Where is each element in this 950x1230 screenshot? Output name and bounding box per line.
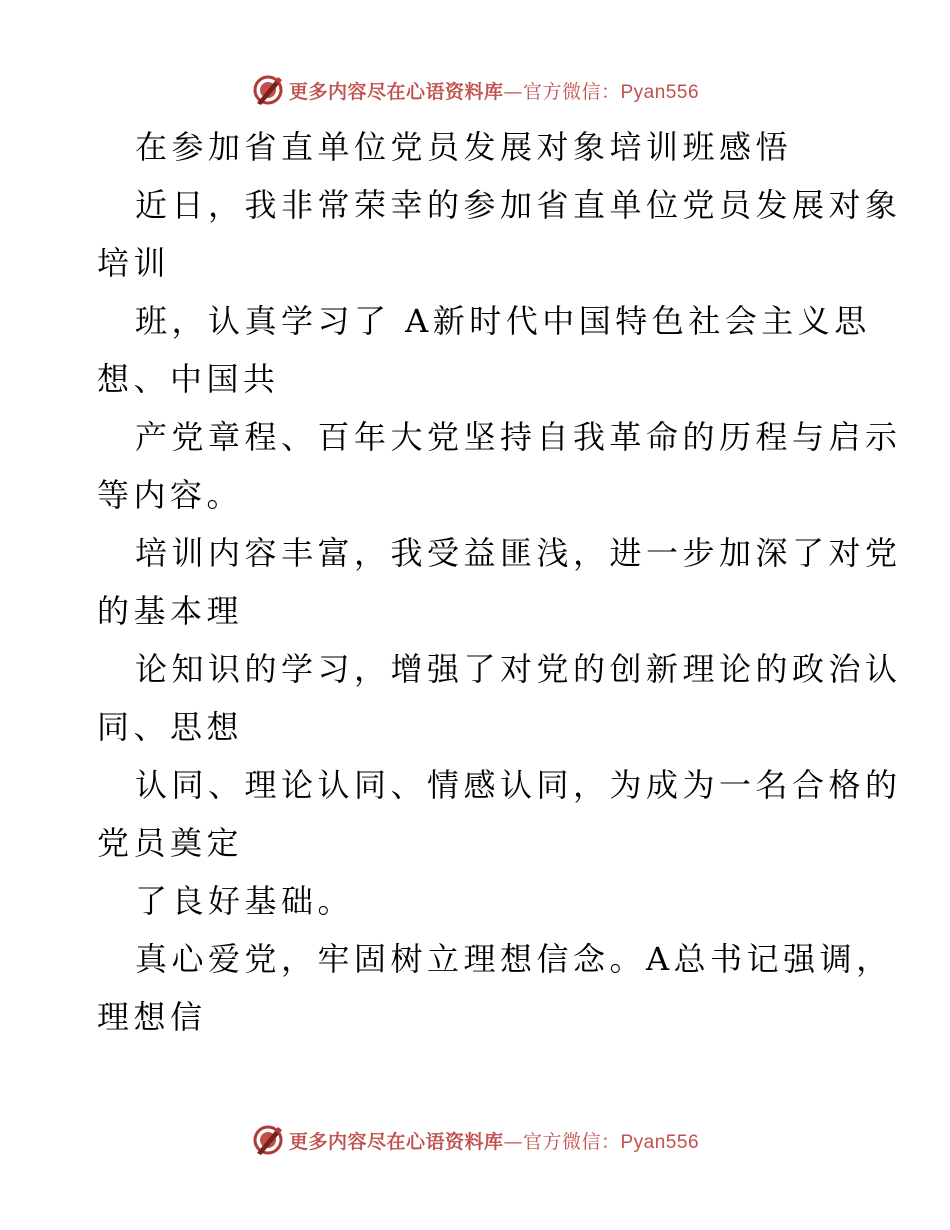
watermark-dash: — xyxy=(503,80,523,103)
paragraph-line: 培训 xyxy=(97,244,171,282)
pen-seal-logo-icon xyxy=(251,73,285,107)
paragraph-line: 近日，我非常荣幸的参加省直单位党员发展对象 xyxy=(135,186,902,224)
watermark-wechat-id: Pyan556 xyxy=(620,81,700,103)
footer-watermark xyxy=(0,1120,950,1160)
watermark-main-text: 更多内容尽在心语资料库 xyxy=(288,1130,504,1153)
watermark-dash: — xyxy=(503,1130,523,1153)
document-title: 在参加省直单位党员发展对象培训班感悟 xyxy=(135,128,793,166)
paragraph-line: 同、思想 xyxy=(97,708,244,746)
paragraph-line: 党员奠定 xyxy=(97,824,244,862)
paragraph-line: 班，认真学习了 A新时代中国特色社会主义思 xyxy=(135,302,871,340)
paragraph-line: 培训内容丰富，我受益匪浅，进一步加深了对党 xyxy=(135,534,902,572)
paragraph-line: 产党章程、百年大党坚持自我革命的历程与启示 xyxy=(135,418,902,456)
paragraph-line: 等内容。 xyxy=(97,476,244,514)
watermark-wechat-id: Pyan556 xyxy=(620,1131,700,1153)
paragraph-line: 认同、理论认同、情感认同，为成为一名合格的 xyxy=(135,766,902,804)
paragraph-line: 论知识的学习，增强了对党的创新理论的政治认 xyxy=(135,650,902,688)
paragraph-line: 想、中国共 xyxy=(97,360,280,398)
header-watermark xyxy=(0,70,950,110)
watermark-text xyxy=(289,1127,699,1154)
pen-seal-logo-icon xyxy=(251,1123,285,1157)
paragraph-line: 了良好基础。 xyxy=(135,882,355,920)
document-body xyxy=(97,118,902,1046)
watermark-wechat-label: 官方微信： xyxy=(522,80,621,103)
paragraph-line: 真心爱党，牢固树立理想信念。A总书记强调， xyxy=(135,940,893,978)
watermark-main-text: 更多内容尽在心语资料库 xyxy=(288,80,504,103)
paragraph-line: 的基本理 xyxy=(97,592,244,630)
paragraph-line: 理想信 xyxy=(97,998,207,1036)
watermark-wechat-label: 官方微信： xyxy=(522,1130,621,1153)
watermark-text xyxy=(289,77,699,104)
